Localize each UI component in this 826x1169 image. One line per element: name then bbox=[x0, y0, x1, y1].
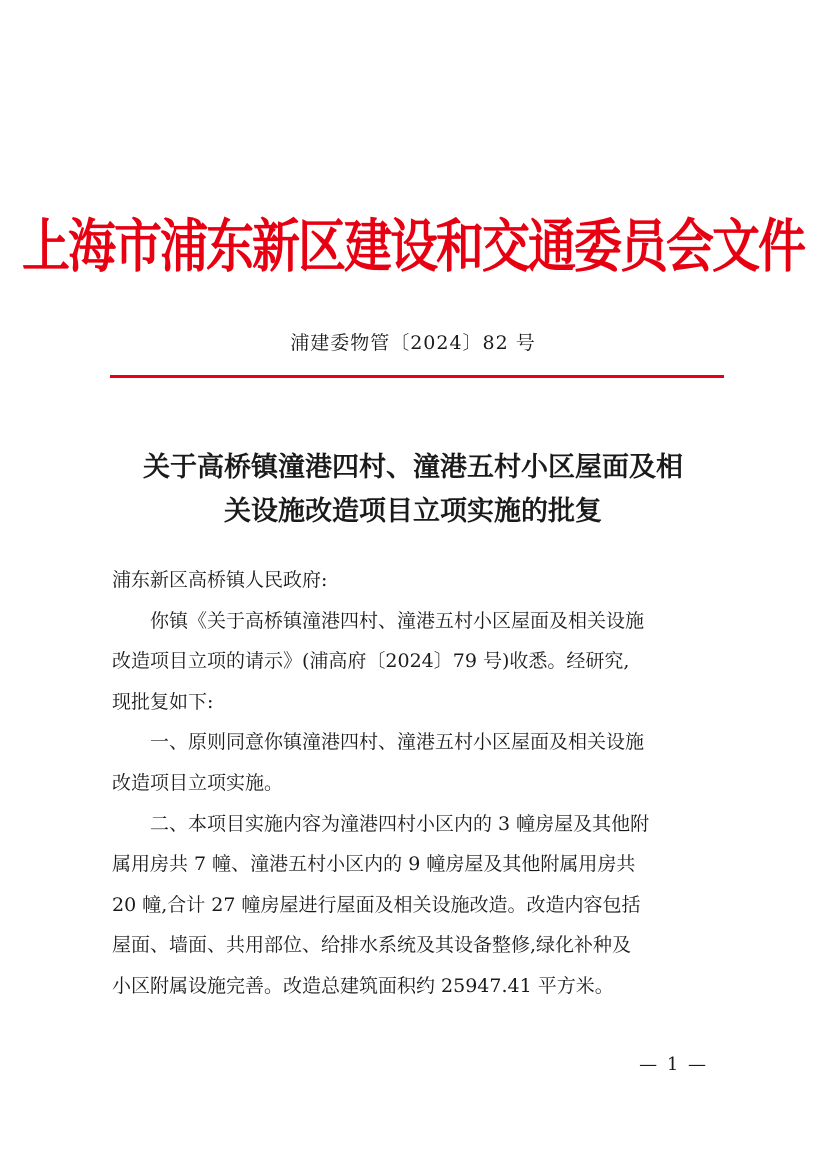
document-title-line-1: 关于高桥镇潼港四村、潼港五村小区屋面及相 bbox=[143, 452, 683, 483]
paragraph-3-line: 小区附属设施完善。改造总建筑面积约 25947.41 平方米。 bbox=[112, 974, 614, 997]
paragraph-2-line: 改造项目立项实施。 bbox=[112, 771, 284, 794]
red-divider-line bbox=[110, 375, 724, 378]
paragraph-3-line: 屋面、墙面、共用部位、给排水系统及其设备整修,绿化补种及 bbox=[112, 934, 632, 957]
paragraph-3-line: 20 幢,合计 27 幢房屋进行屋面及相关设施改造。改造内容包括 bbox=[112, 893, 641, 916]
document-title bbox=[100, 446, 726, 534]
paragraph-1-line: 改造项目立项的请示》(浦高府〔2024〕79 号)收悉。经研究, bbox=[112, 650, 630, 673]
paragraph-3-line: 属用房共 7 幢、潼港五村小区内的 9 幢房屋及其他附属用房共 bbox=[112, 853, 636, 876]
paragraph-1-line: 你镇《关于高桥镇潼港四村、潼港五村小区屋面及相关设施 bbox=[150, 609, 645, 632]
paragraph-1 bbox=[112, 601, 724, 723]
paragraph-2-line: 一、原则同意你镇潼港四村、潼港五村小区屋面及相关设施 bbox=[150, 731, 645, 754]
document-body bbox=[112, 560, 724, 1007]
recipient: 浦东新区高桥镇人民政府: bbox=[112, 569, 328, 591]
page-number: — 1 — bbox=[639, 1054, 708, 1075]
paragraph-2 bbox=[112, 722, 724, 803]
paragraph-3-line: 二、本项目实施内容为潼港四村小区内的 3 幢房屋及其他附 bbox=[150, 812, 650, 835]
document-title-line-2: 关设施改造项目立项实施的批复 bbox=[224, 496, 602, 527]
paragraph-3 bbox=[112, 804, 724, 1007]
document-header-title: 上海市浦东新区建设和交通委员会文件 bbox=[21, 213, 804, 281]
document-number: 浦建委物管〔2024〕82 号 bbox=[290, 332, 536, 354]
paragraph-1-line: 现批复如下: bbox=[112, 690, 214, 713]
